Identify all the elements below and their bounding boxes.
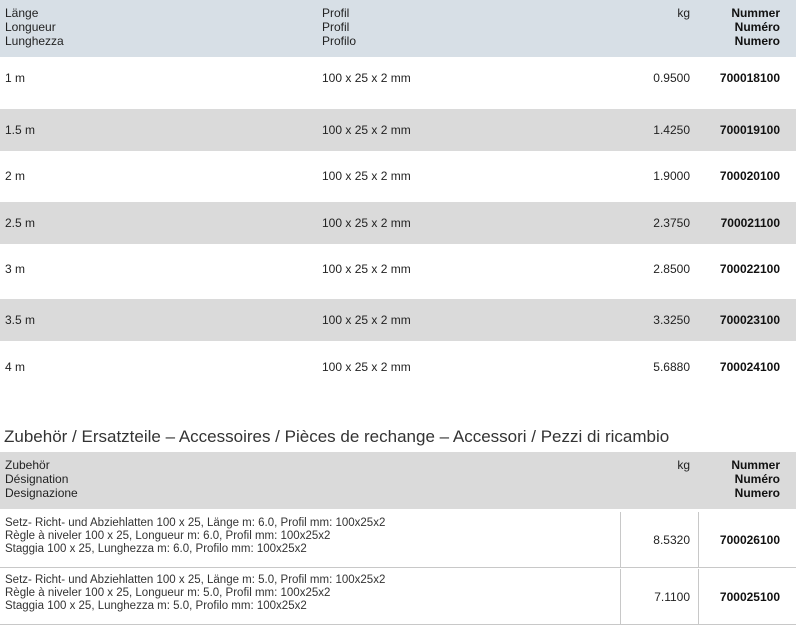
- row-kg: 0.9500: [653, 71, 690, 85]
- row-number: 700022100: [719, 262, 780, 276]
- row-length: 4 m: [5, 360, 26, 374]
- row-profile: 100 x 25 x 2 mm: [322, 169, 411, 183]
- accessory-number: 700026100: [719, 533, 780, 547]
- accessory-description: Setz- Richt- und Abziehlatten 100 x 25, Länge m: 5.0, Profil mm: 100x25x2 Règle à niveler 100 x 25, Longueur m: 5.0, Profil mm: 100x25x2 Staggia 100 x 25, Lunghezza m: 5.0, Profilo mm: 100x25x2: [5, 574, 386, 612]
- accessory-row: [0, 512, 796, 568]
- row-number: 700023100: [719, 313, 780, 327]
- header-number: Nummer Numéro Numero: [731, 458, 780, 500]
- row-number: 700020100: [719, 169, 780, 183]
- row-profile: 100 x 25 x 2 mm: [322, 360, 411, 374]
- header-designation: Zubehör Désignation Designazione: [5, 458, 78, 500]
- row-kg: 5.6880: [653, 360, 690, 374]
- row-kg: 1.4250: [653, 123, 690, 137]
- row-number: 700024100: [719, 360, 780, 374]
- table-row: [0, 299, 796, 341]
- header-kg: kg: [677, 458, 690, 472]
- accessory-row: [0, 569, 796, 625]
- row-number: 700019100: [719, 123, 780, 137]
- row-kg: 2.3750: [653, 216, 690, 230]
- row-length: 1.5 m: [5, 123, 36, 137]
- row-profile: 100 x 25 x 2 mm: [322, 262, 411, 276]
- row-kg: 2.8500: [653, 262, 690, 276]
- table-row: [0, 57, 796, 99]
- accessory-description: Setz- Richt- und Abziehlatten 100 x 25, Länge m: 6.0, Profil mm: 100x25x2 Règle à niveler 100 x 25, Longueur m: 6.0, Profil mm: 100x25x2 Staggia 100 x 25, Lunghezza m: 6.0, Profilo mm: 100x25x2: [5, 517, 386, 555]
- row-length: 3.5 m: [5, 313, 36, 327]
- row-kg: 3.3250: [653, 313, 690, 327]
- accessories-title: Zubehör / Ersatzteile – Accessoires / Pièces de rechange – Accessori / Pezzi di ricambio: [4, 427, 670, 446]
- table-header: [0, 0, 796, 57]
- accessory-kg: 8.5320: [653, 533, 690, 547]
- row-length: 2.5 m: [5, 216, 36, 230]
- row-profile: 100 x 25 x 2 mm: [322, 71, 411, 85]
- table-row: [0, 202, 796, 244]
- accessory-kg: 7.1100: [654, 590, 690, 604]
- row-profile: 100 x 25 x 2 mm: [322, 216, 411, 230]
- row-length: 3 m: [5, 262, 26, 276]
- accessories-header: [0, 452, 796, 509]
- accessory-number: 700025100: [719, 590, 780, 604]
- row-kg: 1.9000: [653, 169, 690, 183]
- row-profile: 100 x 25 x 2 mm: [322, 123, 411, 137]
- row-length: 1 m: [5, 71, 26, 85]
- table-row: [0, 248, 796, 290]
- table-row: [0, 155, 796, 197]
- header-kg: kg: [677, 6, 690, 20]
- row-length: 2 m: [5, 169, 26, 183]
- row-number: 700021100: [720, 216, 780, 230]
- row-number: 700018100: [719, 71, 780, 85]
- header-profile: Profil Profil Profilo: [322, 6, 357, 48]
- table-row: [0, 109, 796, 151]
- header-length: Länge Longueur Lunghezza: [5, 6, 64, 48]
- header-number: Nummer Numéro Numero: [731, 6, 780, 48]
- table-row: [0, 346, 796, 388]
- row-profile: 100 x 25 x 2 mm: [322, 313, 411, 327]
